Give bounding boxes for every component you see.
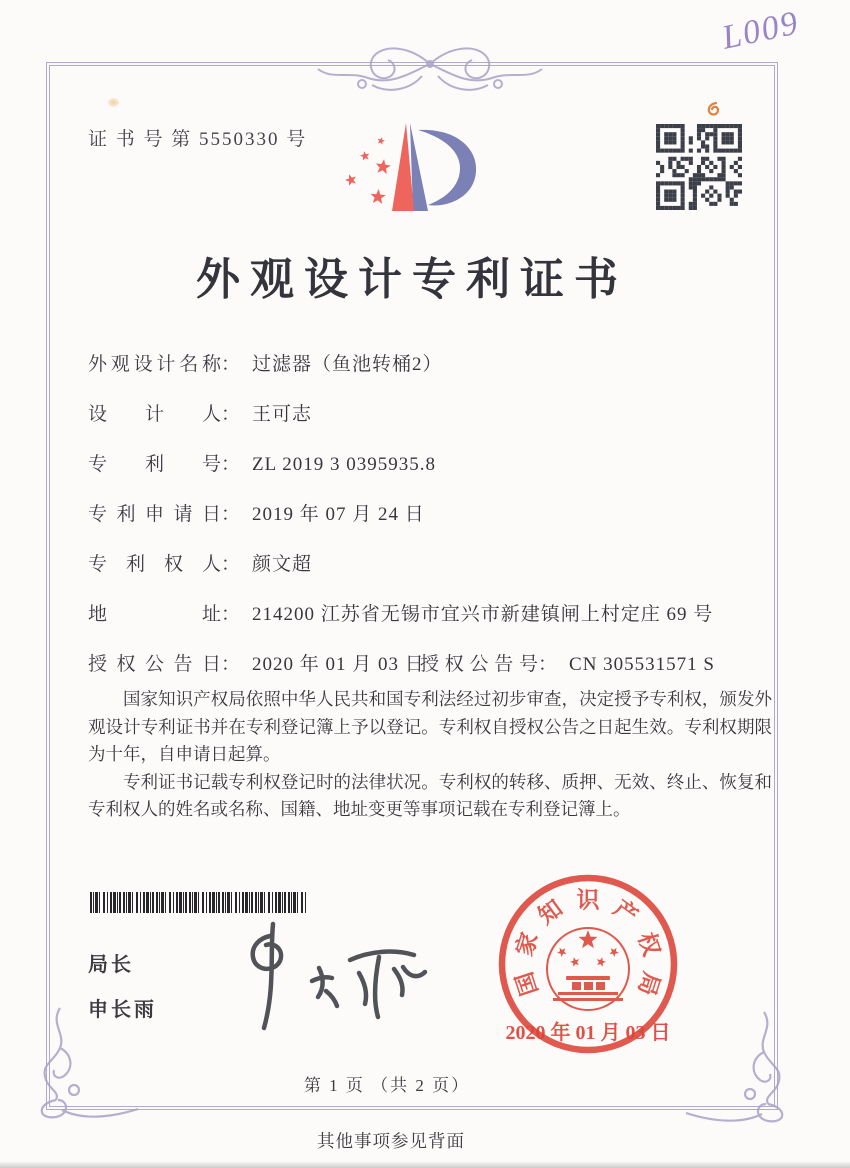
document-title: 外观设计专利证书 xyxy=(196,255,628,304)
back-side-note: 其他事项参见背面 xyxy=(317,1131,465,1151)
svg-text:国: 国 xyxy=(511,968,543,999)
field-label: 专利号 xyxy=(88,454,221,475)
legal-text xyxy=(88,686,772,824)
svg-text:局: 局 xyxy=(633,968,665,999)
signer-title: 局长 xyxy=(88,954,134,976)
svg-text:知: 知 xyxy=(533,895,568,930)
signer-name: 申长雨 xyxy=(88,999,157,1021)
field-grant-number: 授权公告号： CN 305531571 S xyxy=(420,649,715,676)
field-filing-date: 专利申请日： 2019 年 07 月 24 日 xyxy=(88,499,788,519)
field-patent-number: 专利号： ZL 2019 3 0395935.8 xyxy=(88,449,788,469)
field-design-name: 外观设计名称： 过滤器（鱼池转桶2） xyxy=(88,349,788,369)
field-label: 授权公告号 xyxy=(420,654,538,675)
field-value: ZL 2019 3 0395935.8 xyxy=(252,454,437,475)
legal-paragraph-1: 国家知识产权局依照中华人民共和国专利法经过初步审查，决定授予专利权，颁发外观设计专利证书并在专利登记簿上予以登记。专利权自授权公告之日起生效。专利权期限为十年，自申请日起算。 xyxy=(88,689,772,764)
field-value: 214200 江苏省无锡市宜兴市新建镇闸上村定庄 69 号 xyxy=(252,604,714,625)
legal-paragraph-2: 专利证书记载专利权登记时的法律状况。专利权的转移、质押、无效、终止、恢复和专利权人的姓名或名称、国籍、地址变更等事项记载在专利登记簿上。 xyxy=(88,771,772,819)
svg-text:权: 权 xyxy=(633,929,665,960)
field-list xyxy=(88,349,788,675)
field-value: 2020 年 01 月 03 日 xyxy=(252,654,425,675)
handwritten-note: L009 xyxy=(718,4,803,57)
field-value: CN 305531571 S xyxy=(569,654,715,675)
field-patentee: 专利权人： 颜文超 xyxy=(88,549,788,569)
svg-text:家: 家 xyxy=(511,929,543,960)
field-value: 颜文超 xyxy=(252,554,313,575)
field-value: 过滤器（鱼池转桶2） xyxy=(252,354,443,375)
field-address: 地址： 214200 江苏省无锡市宜兴市新建镇闸上村定庄 69 号 xyxy=(88,599,788,619)
signer-block xyxy=(88,948,157,1038)
field-label: 设计人 xyxy=(88,404,221,425)
field-value: 王可志 xyxy=(252,404,313,425)
field-label: 外观设计名称 xyxy=(88,354,221,375)
field-designer: 设计人： 王可志 xyxy=(88,399,788,419)
field-value: 2019 年 07 月 24 日 xyxy=(252,504,425,525)
field-label: 专利申请日 xyxy=(88,504,221,525)
field-label: 授权公告日 xyxy=(88,654,221,675)
scan-edge-shadow xyxy=(0,1161,850,1168)
certificate-number: 证 书 号 第 5550330 号 xyxy=(88,129,308,150)
svg-text:识: 识 xyxy=(576,887,600,913)
field-label: 地址 xyxy=(88,604,221,625)
paper-stain xyxy=(108,98,119,107)
field-grant-date-row: 授权公告日： 2020 年 01 月 03 日 授权公告号： CN 305531571 S xyxy=(88,649,788,669)
page-indicator: 第 1 页 （共 2 页） xyxy=(303,1076,471,1095)
seal-date: 2020 年 01 月 03 日 xyxy=(505,1022,671,1044)
svg-text:产: 产 xyxy=(608,895,643,930)
field-label: 专利权人 xyxy=(88,554,221,575)
